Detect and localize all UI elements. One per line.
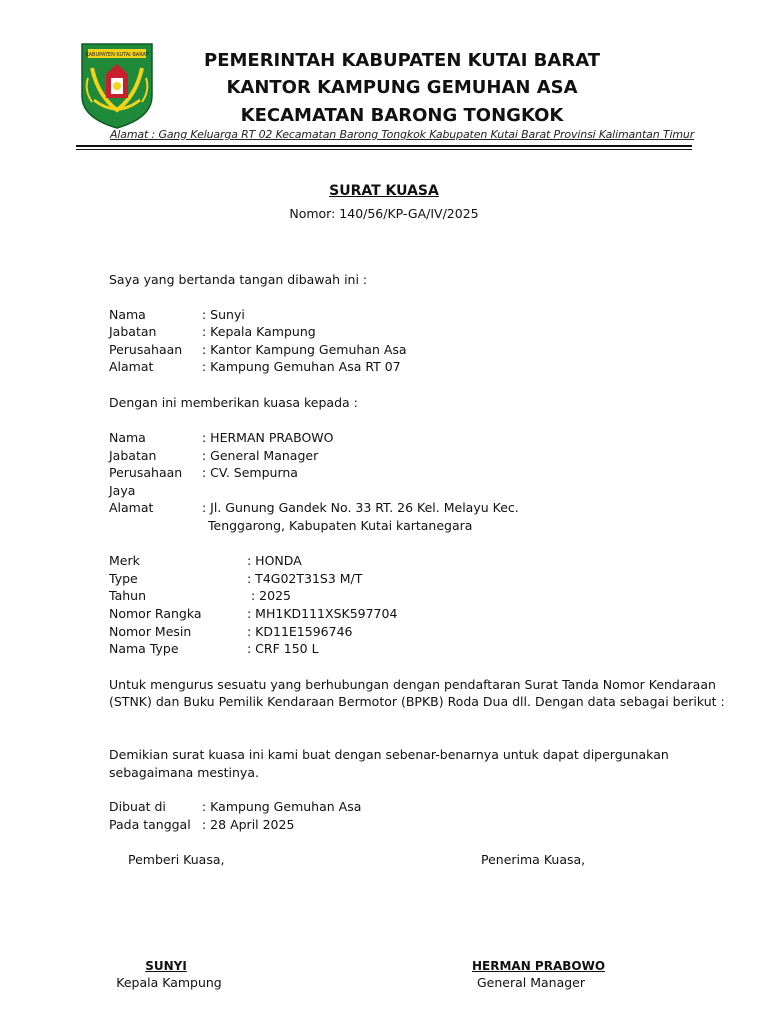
vehicle-value-tahun: : 2025 <box>247 588 291 603</box>
grantor-caption: Pemberi Kuasa, <box>128 852 225 867</box>
vehicle-label-nama-type: Nama Type <box>109 641 179 656</box>
header-divider-thin <box>76 149 692 150</box>
place-label: Dibuat di <box>109 799 166 814</box>
date-value: : 28 April 2025 <box>202 817 295 832</box>
vehicle-label-type: Type <box>109 571 138 586</box>
vehicle-label-mesin: Nomor Mesin <box>109 624 192 639</box>
document-number: Nomor: 140/56/KP-GA/IV/2025 <box>289 206 479 221</box>
vehicle-value-merk: : HONDA <box>247 553 302 568</box>
closing-line-1: Demikian surat kuasa ini kami buat dengan sebenar-benarnya untuk dapat dipergunakan <box>109 747 669 762</box>
grantee-value-jabatan: : General Manager <box>202 448 319 463</box>
grantee-value-alamat: : Jl. Gunung Gandek No. 33 RT. 26 Kel. Melayu Kec. <box>202 500 519 515</box>
grant-text: Dengan ini memberikan kuasa kepada : <box>109 395 358 410</box>
grantor-signature-name: SUNYI <box>145 959 187 973</box>
date-label: Pada tanggal <box>109 817 191 832</box>
svg-text:KABUPATEN KUTAI BARAT: KABUPATEN KUTAI BARAT <box>85 52 149 58</box>
vehicle-value-rangka: : MH1KD111XSK597704 <box>247 606 398 621</box>
grantee-value-nama: : HERMAN PRABOWO <box>202 430 334 445</box>
vehicle-value-type: : T4G02T31S3 M/T <box>247 571 363 586</box>
vehicle-value-mesin: : KD11E1596746 <box>247 624 353 639</box>
grantor-label-alamat: Alamat <box>109 359 154 374</box>
grantee-label-alamat: Alamat <box>109 500 154 515</box>
vehicle-label-tahun: Tahun <box>109 588 146 603</box>
grantor-value-perusahaan: : Kantor Kampung Gemuhan Asa <box>202 342 407 357</box>
closing-line-2: sebagaimana mestinya. <box>109 765 259 780</box>
vehicle-label-rangka: Nomor Rangka <box>109 606 202 621</box>
grantor-label-nama: Nama <box>109 307 146 322</box>
grantor-label-jabatan: Jabatan <box>109 324 157 339</box>
document-title: SURAT KUASA <box>329 183 439 199</box>
vehicle-value-nama-type: : CRF 150 L <box>247 641 319 656</box>
grantor-label-perusahaan: Perusahaan <box>109 342 183 357</box>
grantee-label-jabatan: Jabatan <box>109 448 157 463</box>
header-line-3: KECAMATAN BARONG TONGKOK <box>240 105 564 126</box>
grantor-value-alamat: : Kampung Gemuhan Asa RT 07 <box>202 359 401 374</box>
purpose-line-1: Untuk mengurus sesuatu yang berhubungan dengan pendaftaran Surat Tanda Nomor Kendaraan <box>109 677 716 692</box>
header-address: Alamat : Gang Keluarga RT 02 Kecamatan Barong Tongkok Kabupaten Kutai Barat Provinsi Kalimantan Timur <box>110 128 695 141</box>
intro-text: Saya yang bertanda tangan dibawah ini : <box>109 272 368 287</box>
grantee-signature-position: General Manager <box>476 975 586 990</box>
grantee-signature-name: HERMAN PRABOWO <box>472 959 606 973</box>
grantee-value-perusahaan: : CV. Sempurna <box>202 465 298 480</box>
grantor-signature-position: Kepala Kampung <box>116 975 222 990</box>
grantee-label-nama: Nama <box>109 430 146 445</box>
grantor-value-nama: : Sunyi <box>202 307 245 322</box>
grantee-alamat-wrap: Tenggarong, Kabupaten Kutai kartanegara <box>208 518 473 533</box>
purpose-line-2: (STNK) dan Buku Pemilik Kendaraan Bermotor (BPKB) Roda Dua dll. Dengan data sebagai berikut : <box>109 694 725 709</box>
place-value: : Kampung Gemuhan Asa <box>202 799 362 814</box>
header-line-1: PEMERINTAH KABUPATEN KUTAI BARAT <box>204 50 600 71</box>
grantor-value-jabatan: : Kepala Kampung <box>202 324 316 339</box>
grantee-label-perusahaan: Perusahaan <box>109 465 183 480</box>
header-divider-thick <box>76 145 692 147</box>
header-line-2: KANTOR KAMPUNG GEMUHAN ASA <box>226 77 578 98</box>
grantee-perusahaan-wrap: Jaya <box>109 483 136 498</box>
grantee-caption: Penerima Kuasa, <box>481 852 586 867</box>
regency-emblem-icon <box>78 38 156 130</box>
vehicle-label-merk: Merk <box>109 553 140 568</box>
